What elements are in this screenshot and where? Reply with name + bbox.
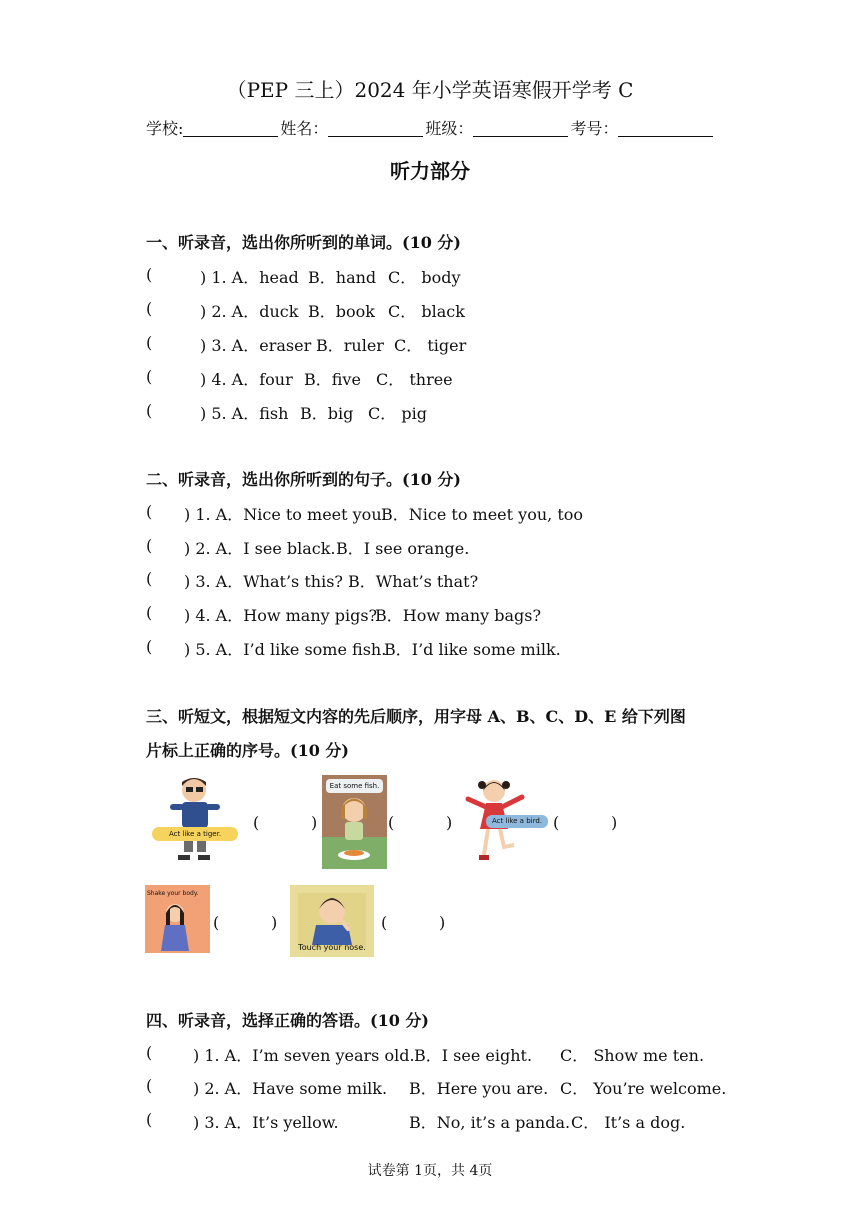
question-a: ) 5. A．fish <box>200 404 289 423</box>
answer-paren-open[interactable]: ( <box>553 813 560 832</box>
answer-paren-open[interactable]: ( <box>388 813 395 832</box>
section3-heading-line2: 片标上正确的序号。(10 分) <box>146 741 349 760</box>
school-blank[interactable] <box>183 120 278 137</box>
answer-paren-open[interactable]: ( <box>146 603 153 622</box>
option-b: B．Nice to meet you, too <box>381 505 584 524</box>
question-a: ) 2. A．duck <box>200 302 299 321</box>
question-row <box>146 536 646 558</box>
answer-paren-open[interactable]: ( <box>146 1043 153 1062</box>
question-row <box>146 265 546 287</box>
picture-act-like-bird <box>464 775 550 865</box>
class-label: 班级： <box>425 119 474 138</box>
answer-paren-open[interactable]: ( <box>146 536 153 555</box>
question-a: ) 2. A．Have some milk. <box>193 1079 388 1098</box>
boy-illustration <box>150 772 244 862</box>
option-b: B．No, it’s a panda. <box>409 1113 571 1132</box>
answer-paren-open[interactable]: ( <box>146 502 153 521</box>
option-b: B．big <box>300 404 354 423</box>
question-a: ) 1. A．Nice to meet you. <box>184 505 387 524</box>
picture-caption: Shake your body. <box>147 890 199 897</box>
class-blank[interactable] <box>473 120 568 137</box>
option-c: C． black <box>388 302 465 321</box>
answer-paren-open[interactable]: ( <box>146 1110 153 1129</box>
section3-heading-line1: 三、听短文，根据短文内容的先后顺序，用字母 A、B、C、D、E 给下列图 <box>146 707 686 726</box>
answer-paren-close: ) <box>611 813 618 832</box>
question-row <box>146 603 646 625</box>
answer-paren-open[interactable]: ( <box>213 913 220 932</box>
answer-paren-open[interactable]: ( <box>146 1076 153 1095</box>
answer-paren-close: ) <box>446 813 453 832</box>
name-blank[interactable] <box>328 120 423 137</box>
girl-eating-illustration <box>322 775 387 869</box>
child-shaking-illustration <box>145 885 210 953</box>
answer-paren-open[interactable]: ( <box>146 401 153 420</box>
question-row <box>146 1076 726 1098</box>
section2-heading: 二、听录音，选出你所听到的句子。(10 分) <box>146 470 461 489</box>
question-a: ) 4. A．How many pigs? <box>184 606 378 625</box>
question-row <box>146 367 546 389</box>
question-row <box>146 401 546 423</box>
option-c: C． body <box>388 268 461 287</box>
option-b: B．book <box>308 302 375 321</box>
option-c: C． Show me ten. <box>560 1046 705 1065</box>
picture-caption: Act like a bird. <box>486 815 548 828</box>
answer-paren-close: ) <box>439 913 446 932</box>
option-b: B．hand <box>308 268 377 287</box>
option-c: C． three <box>376 370 453 389</box>
picture-touch-nose <box>290 885 374 957</box>
section-subtitle: 听力部分 <box>390 159 470 183</box>
answer-paren-open[interactable]: ( <box>253 813 260 832</box>
option-c: C． pig <box>368 404 427 423</box>
question-a: ) 1. A．head <box>200 268 299 287</box>
question-row <box>146 502 646 524</box>
option-b: B．How many bags? <box>375 606 542 625</box>
answer-paren-open[interactable]: ( <box>381 913 388 932</box>
answer-paren-open[interactable]: ( <box>146 333 153 352</box>
option-b: B．What’s that? <box>348 572 479 591</box>
answer-paren-open[interactable]: ( <box>146 299 153 318</box>
question-a: ) 3. A．What’s this? <box>184 572 343 591</box>
answer-paren-open[interactable]: ( <box>146 637 153 656</box>
answer-paren-close: ) <box>271 913 278 932</box>
option-c: C． tiger <box>394 336 467 355</box>
page-title: （PEP 三上）2024 年小学英语寒假开学考 C <box>226 78 634 102</box>
question-a: ) 4. A．four <box>200 370 293 389</box>
picture-caption: Touch your nose. <box>298 943 366 952</box>
exam-no-label: 考号： <box>570 119 619 138</box>
picture-caption: Act like a tiger. <box>152 827 238 841</box>
question-row <box>146 333 546 355</box>
school-label: 学校: <box>146 119 184 138</box>
question-row <box>146 299 546 321</box>
question-a: ) 1. A．I’m seven years old. <box>193 1046 415 1065</box>
picture-caption: Eat some fish. <box>326 779 383 793</box>
question-a: ) 3. A．eraser <box>200 336 312 355</box>
option-b: B．ruler <box>316 336 384 355</box>
option-b: B．I see orange. <box>336 539 470 558</box>
answer-paren-open[interactable]: ( <box>146 367 153 386</box>
question-a: ) 3. A．It’s yellow. <box>193 1113 339 1132</box>
question-row <box>146 1110 726 1132</box>
exam-no-blank[interactable] <box>618 120 713 137</box>
option-c: C． You’re welcome. <box>560 1079 727 1098</box>
picture-act-like-tiger <box>150 772 244 862</box>
option-c: C． It’s a dog. <box>571 1113 686 1132</box>
option-b: B．Here you are. <box>409 1079 549 1098</box>
section4-heading: 四、听录音，选择正确的答语。(10 分) <box>146 1011 429 1030</box>
option-b: B．I see eight. <box>414 1046 533 1065</box>
question-a: ) 2. A．I see black. <box>184 539 336 558</box>
option-b: B．I’d like some milk. <box>384 640 561 659</box>
question-row <box>146 637 646 659</box>
answer-paren-open[interactable]: ( <box>146 569 153 588</box>
picture-shake-body <box>145 885 210 953</box>
name-label: 姓名： <box>280 119 329 138</box>
section1-heading: 一、听录音，选出你所听到的单词。(10 分) <box>146 233 461 252</box>
question-row <box>146 569 646 591</box>
page-footer: 试卷第 1页，共 4页 <box>367 1163 493 1179</box>
question-a: ) 5. A．I’d like some fish. <box>184 640 387 659</box>
picture-eat-fish <box>322 775 387 869</box>
answer-paren-close: ) <box>311 813 318 832</box>
question-row <box>146 1043 726 1065</box>
student-info-line <box>146 116 715 139</box>
answer-paren-open[interactable]: ( <box>146 265 153 284</box>
option-b: B．five <box>304 370 361 389</box>
